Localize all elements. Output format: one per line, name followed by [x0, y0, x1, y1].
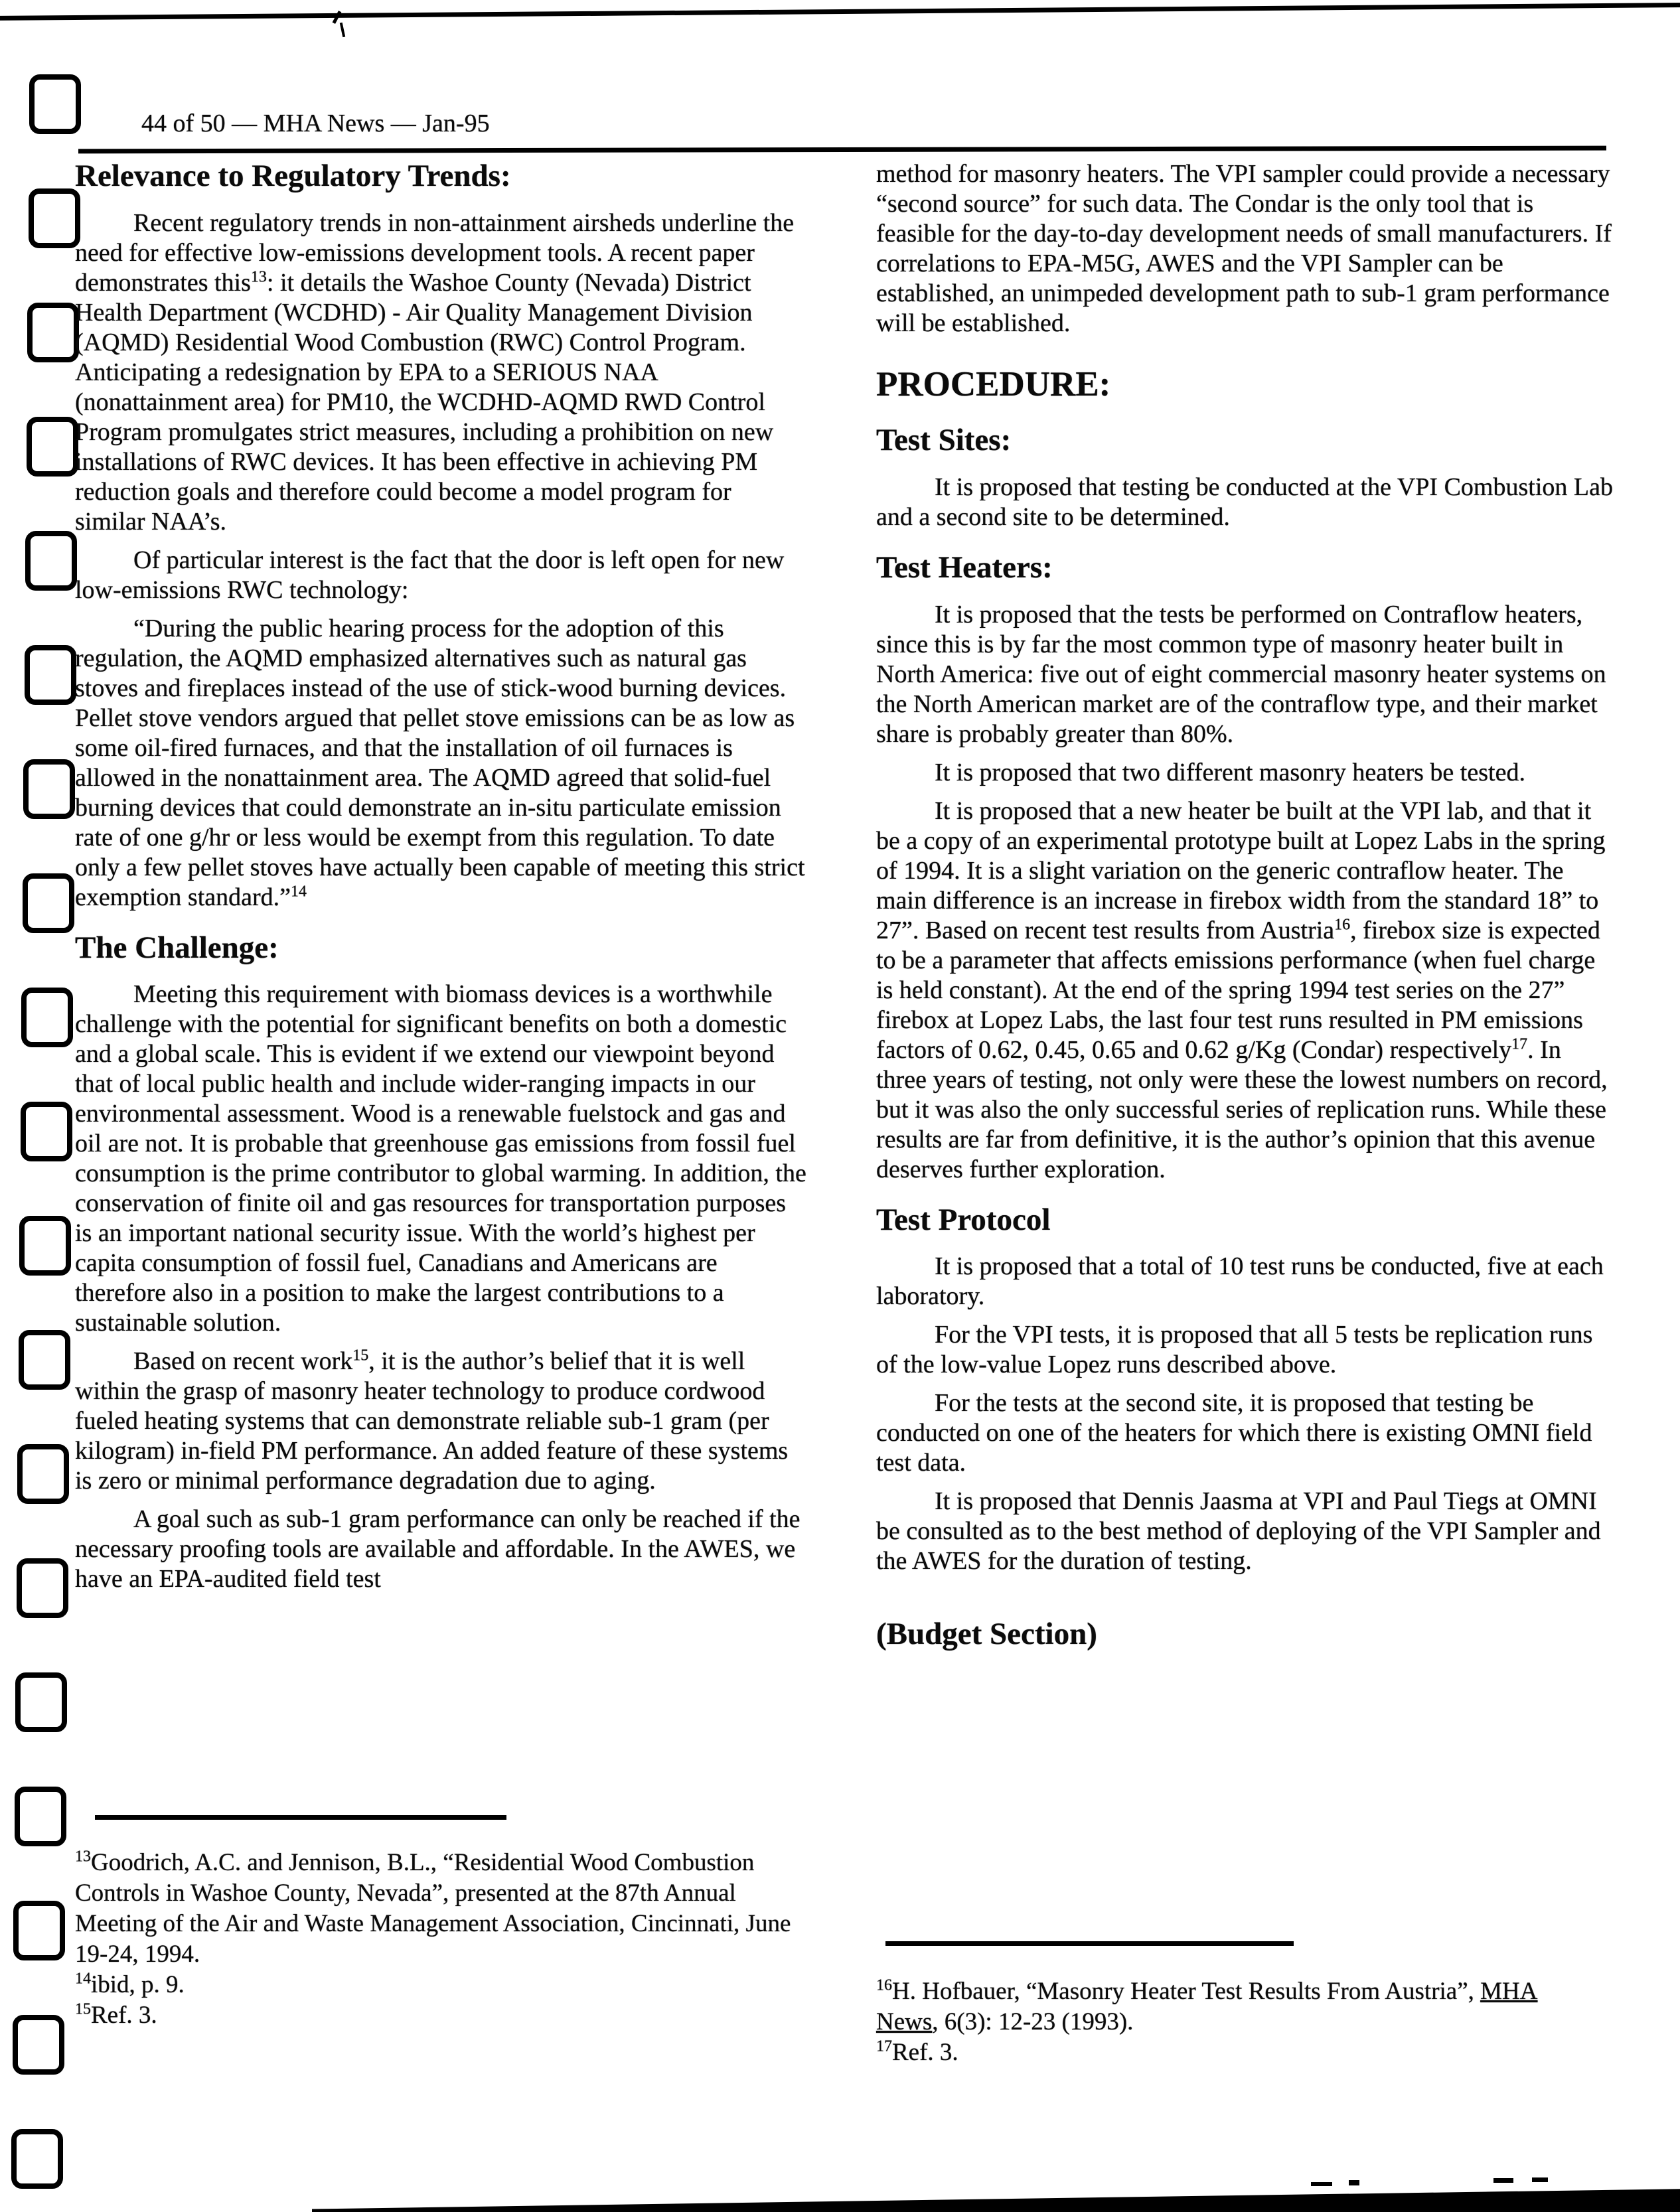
text-run: “During the public hearing process for the adoption of this regulation, the AQMD emphasized alternatives such as natural gas stoves and fireplaces instead of the use of stick-wood burning devices. Pellet stove vendors argued that pellet stove emissions can be as low as some oil-fired furnaces, and that the installation of oil furnaces is allowed in the nonattainment area. The AQMD agreed that solid-fuel burning devices that could demonstrate an in-situ particulate emission rate of one g/hr or less would be exempt from this regulation. To date only a few pellet stoves have actually been capable of meeting this strict exemption standard.” [75, 614, 805, 911]
scan-dash-mark [1349, 2180, 1359, 2185]
footnote-text: Ref. 3. [892, 2039, 958, 2066]
paragraph-test-heaters-1: It is proposed that the tests be performed on Contraflow heaters, since this is by far the most common type of masonry heater built in North America: five out of eight commercial masonry heater systems on the North American market are of the contraflow type, and their market share is probably greater than 80%. [876, 600, 1606, 748]
footnote-15 [75, 2000, 792, 2031]
footnote-marker: 17 [876, 2037, 892, 2055]
scan-top-edge-line [0, 2, 1680, 21]
footnote-marker: 13 [75, 1848, 91, 1866]
paragraph-test-heaters-3 [876, 796, 1614, 1185]
section-heading-regulatory-trends: Relevance to Regulatory Trends: [75, 159, 511, 193]
scan-dash-mark [1532, 2177, 1548, 2182]
paragraph-quote [75, 614, 806, 913]
text-run: , firebox size is expected to be a parameter that affects emissions performance (when fuel charge is held constant). At the end of the spring 1994 test series on the 27” firebox at Lopez Labs, the last four test runs resulted in PM emissions factors of 0.62, 0.45, 0.65 and 0.62 g/Kg (Condar) respectively [876, 916, 1600, 1064]
footnote-journal-title: MHA News [876, 1978, 1538, 2035]
binder-hole [15, 1787, 66, 1846]
paragraph-regulatory-1 [75, 208, 806, 537]
section-heading-test-sites: Test Sites: [876, 423, 1012, 458]
right-column [876, 159, 1614, 1666]
paragraph-challenge-1: Meeting this requirement with biomass devices is a worthwhile challenge with the potential for significant benefits on both a domestic and a global scale. This is evident if we extend our viewpoint beyond that of local public health and include wider-ranging impacts in our environmental assessment. Wood is a renewable fuelstock and gas and oil are not. It is probable that greenhouse gas emissions from fossil fuel consumption is the prime contributor to global warming. In addition, the conservation of finite oil and gas resources for transportation purposes is an important national security issue. With the world’s highest per capita consumption of fossil fuel, Canadians and Americans are therefore also in a position to make the largest contributions to a sustainable solution. [75, 980, 806, 1337]
footnote-17 [876, 2037, 1593, 2068]
paragraph-challenge-3: A goal such as sub-1 gram performance can only be reached if the necessary proofing tools are available and affordable. In the AWES, we have an EPA-audited field test [75, 1505, 801, 1593]
scan-dash-mark [1493, 2178, 1513, 2183]
binder-hole [15, 1672, 67, 1732]
text-run: Recent regulatory trends in non-attainment airsheds underline the need for effective low-emissions development tools. A recent paper demonstrates this [75, 208, 795, 297]
scan-dash-mark [1311, 2182, 1332, 2186]
text-run: It is proposed that a new heater be built at the VPI lab, and that it be a copy of an experimental prototype built at Lopez Labs in the spring of 1994. It is a slight variation on the generic contraflow heater. The main difference is an increase in firebox width from the standard 18” to 27”. Based on recent test results from Austria [876, 796, 1606, 944]
footnote-ref-17: 17 [1511, 1035, 1528, 1053]
header-rule [78, 146, 1606, 154]
binder-hole [21, 1102, 72, 1161]
section-heading-test-protocol: Test Protocol [876, 1202, 1051, 1237]
footnote-ref-14: 14 [291, 883, 307, 901]
paragraph-test-heaters-2: It is proposed that two different masonry heaters be tested. [935, 758, 1525, 786]
footnote-marker: 14 [75, 1970, 91, 1988]
right-footnotes [876, 1941, 1593, 2068]
page-header: 44 of 50 — MHA News — Jan-95 [141, 110, 490, 137]
scan-squiggle-mark [340, 23, 345, 37]
left-footnotes [75, 1815, 792, 2031]
binder-hole [29, 74, 81, 134]
binder-hole [19, 1216, 71, 1276]
left-column [75, 159, 806, 1603]
footnote-13 [75, 1848, 792, 1970]
footnote-ref-15: 15 [352, 1347, 369, 1364]
binder-hole [27, 303, 79, 362]
binder-hole [23, 759, 75, 819]
binder-hole [19, 1330, 70, 1390]
footnote-14 [75, 1970, 792, 2000]
paragraph-test-protocol-1: It is proposed that a total of 10 test runs be conducted, five at each laboratory. [876, 1252, 1604, 1311]
binder-hole [23, 873, 74, 933]
binder-hole [27, 417, 78, 477]
footnote-ref-16: 16 [1334, 916, 1351, 934]
footnote-text: , 6(3): 12-23 (1993). [932, 2008, 1134, 2035]
section-heading-challenge: The Challenge: [75, 930, 279, 965]
binder-hole [29, 188, 80, 248]
binder-hole [11, 2129, 63, 2189]
scan-bottom-smear [312, 2187, 1680, 2212]
binder-hole [13, 2015, 64, 2075]
footnote-16 [876, 1976, 1593, 2037]
footnote-text: Goodrich, A.C. and Jennison, B.L., “Residential Wood Combustion Controls in Washoe County, Nevada”, presented at the 87th Annual Meeting of the Air and Waste Management Association, Cincinnati, June 19-24, 1994. [75, 1849, 791, 1968]
binder-hole [21, 988, 73, 1047]
footnote-text: Ref. 3. [91, 2002, 157, 2029]
text-run: Based on recent work [133, 1347, 353, 1376]
text-run: , it is the author’s belief that it is well within the grasp of masonry heater technology to produce cordwood fueled heating systems that can demonstrate reliable sub-1 gram (per kilogram) in-field PM performance. An added feature of these systems is zero or minimal performance degradation due to aging. [75, 1347, 789, 1495]
footnote-separator [885, 1941, 1294, 1946]
paragraph-test-sites: It is proposed that testing be conducted at the VPI Combustion Lab and a second site to be determined. [876, 473, 1613, 531]
paragraph-test-protocol-2: For the VPI tests, it is proposed that all 5 tests be replication runs of the low-value Lopez runs described above. [876, 1321, 1593, 1379]
binder-hole [17, 1444, 69, 1504]
footnote-text: ibid, p. 9. [91, 1971, 185, 1998]
paragraph-test-protocol-3: For the tests at the second site, it is proposed that testing be conducted on one of the heaters for which there is existing OMNI field test data. [876, 1389, 1592, 1477]
binder-hole [17, 1558, 68, 1618]
binder-hole [25, 645, 76, 705]
paragraph-challenge-2 [75, 1347, 806, 1496]
section-heading-test-heaters: Test Heaters: [876, 550, 1053, 585]
binder-hole [13, 1901, 65, 1960]
paragraph-continuation: method for masonry heaters. The VPI sampler could provide a necessary “second source” for such data. The Condar is the only tool that is feasible for the day-to-day development needs of small manufacturers. If correlations to EPA-M5G, AWES and the VPI Sampler can be established, an unimpeded development path to sub-1 gram performance will be established. [876, 160, 1612, 337]
footnote-text: H. Hofbauer, “Masonry Heater Test Results From Austria”, [892, 1978, 1481, 2005]
paragraph-regulatory-2: Of particular interest is the fact that the door is left open for new low-emissions RWC technology: [75, 546, 785, 604]
footnote-ref-13: 13 [250, 268, 267, 286]
footnote-separator [95, 1815, 506, 1820]
footnote-marker: 15 [75, 2000, 91, 2018]
binder-hole [25, 531, 77, 591]
text-run: : it details the Washoe County (Nevada) District Health Department (WCDHD) - Air Quality Management Division (AQMD) Residential Wood Combustion (RWC) Control Program. Anticipating a redesignation by EPA to a SERIOUS NAA (nonattainment area) for PM10, the WCDHD-AQMD RWD Control Program promulgates strict measures, including a prohibition on new installations of RWC devices. It has been effective in achieving PM reduction goals and therefore could become a model program for similar NAA’s. [75, 268, 774, 536]
paragraph-test-protocol-4: It is proposed that Dennis Jaasma at VPI and Paul Tiegs at OMNI be consulted as to the best method of deploying of the VPI Sampler and the AWES for the duration of testing. [876, 1487, 1601, 1576]
text-run: . In three years of testing, not only were these the lowest numbers on record, but it was also the only successful series of replication runs. While these results are far from definitive, it is the author’s opinion that this avenue deserves further exploration. [876, 1035, 1608, 1183]
section-heading-budget: (Budget Section) [876, 1617, 1097, 1652]
section-heading-procedure: PROCEDURE: [876, 365, 1111, 404]
footnote-marker: 16 [876, 1976, 892, 1994]
